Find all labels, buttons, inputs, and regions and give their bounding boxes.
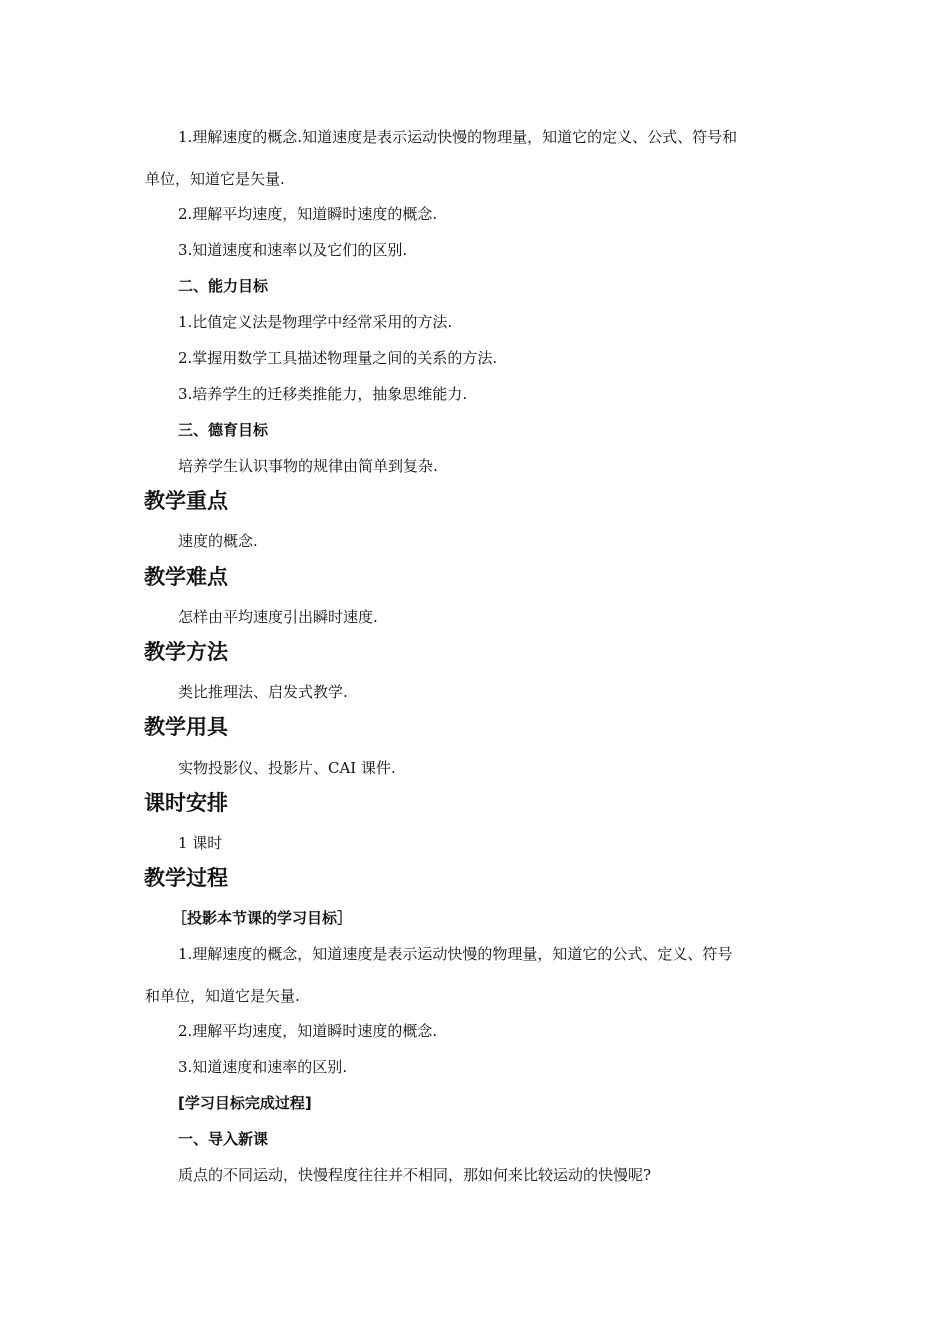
knowledge-goal-3: 3.知道速度和速率以及它们的区别.: [178, 241, 408, 259]
difficult-points-text: 怎样由平均速度引出瞬时速度.: [178, 608, 378, 626]
moral-goals-heading: 三、德育目标: [178, 421, 269, 439]
process-goal-1-line-2: 和单位，知道它是矢量.: [145, 987, 300, 1005]
tools-text: 实物投影仪、投影片、CAI 课件.: [178, 759, 396, 777]
process-goal-2: 2.理解平均速度，知道瞬时速度的概念.: [178, 1022, 438, 1040]
section-1-text: 质点的不同运动，快慢程度往往并不相同，那如何来比较运动的快慢呢?: [178, 1166, 652, 1184]
key-points-text: 速度的概念.: [178, 532, 258, 550]
knowledge-goal-1-line-1: 1.理解速度的概念.知道速度是表示运动快慢的物理量，知道它的定义、公式、符号和: [178, 128, 738, 146]
ability-goal-1: 1.比值定义法是物理学中经常采用的方法.: [178, 313, 453, 331]
schedule-text: 1 课时: [178, 834, 223, 852]
projection-label: ［投影本节课的学习目标］: [172, 909, 353, 927]
process-heading: 教学过程: [144, 866, 228, 890]
methods-heading: 教学方法: [144, 640, 228, 664]
completion-label: [学习目标完成过程]: [178, 1094, 312, 1112]
process-goal-3: 3.知道速度和速率的区别.: [178, 1058, 348, 1076]
ability-goal-3: 3.培养学生的迁移类推能力，抽象思维能力.: [178, 385, 468, 403]
methods-text: 类比推理法、启发式教学.: [178, 683, 348, 701]
difficult-points-heading: 教学难点: [144, 565, 228, 589]
ability-goal-2: 2.掌握用数学工具描述物理量之间的关系的方法.: [178, 349, 498, 367]
moral-goal-text: 培养学生认识事物的规律由简单到复杂.: [178, 457, 438, 475]
ability-goals-heading: 二、能力目标: [178, 277, 269, 295]
schedule-heading: 课时安排: [144, 791, 228, 815]
knowledge-goal-1-line-2: 单位，知道它是矢量.: [145, 170, 285, 188]
tools-heading: 教学用具: [144, 715, 228, 739]
process-goal-1-line-1: 1.理解速度的概念，知道速度是表示运动快慢的物理量，知道它的公式、定义、符号: [178, 945, 733, 963]
key-points-heading: 教学重点: [144, 489, 228, 513]
section-1-heading: 一、导入新课: [178, 1130, 269, 1148]
knowledge-goal-2: 2.理解平均速度，知道瞬时速度的概念.: [178, 205, 438, 223]
